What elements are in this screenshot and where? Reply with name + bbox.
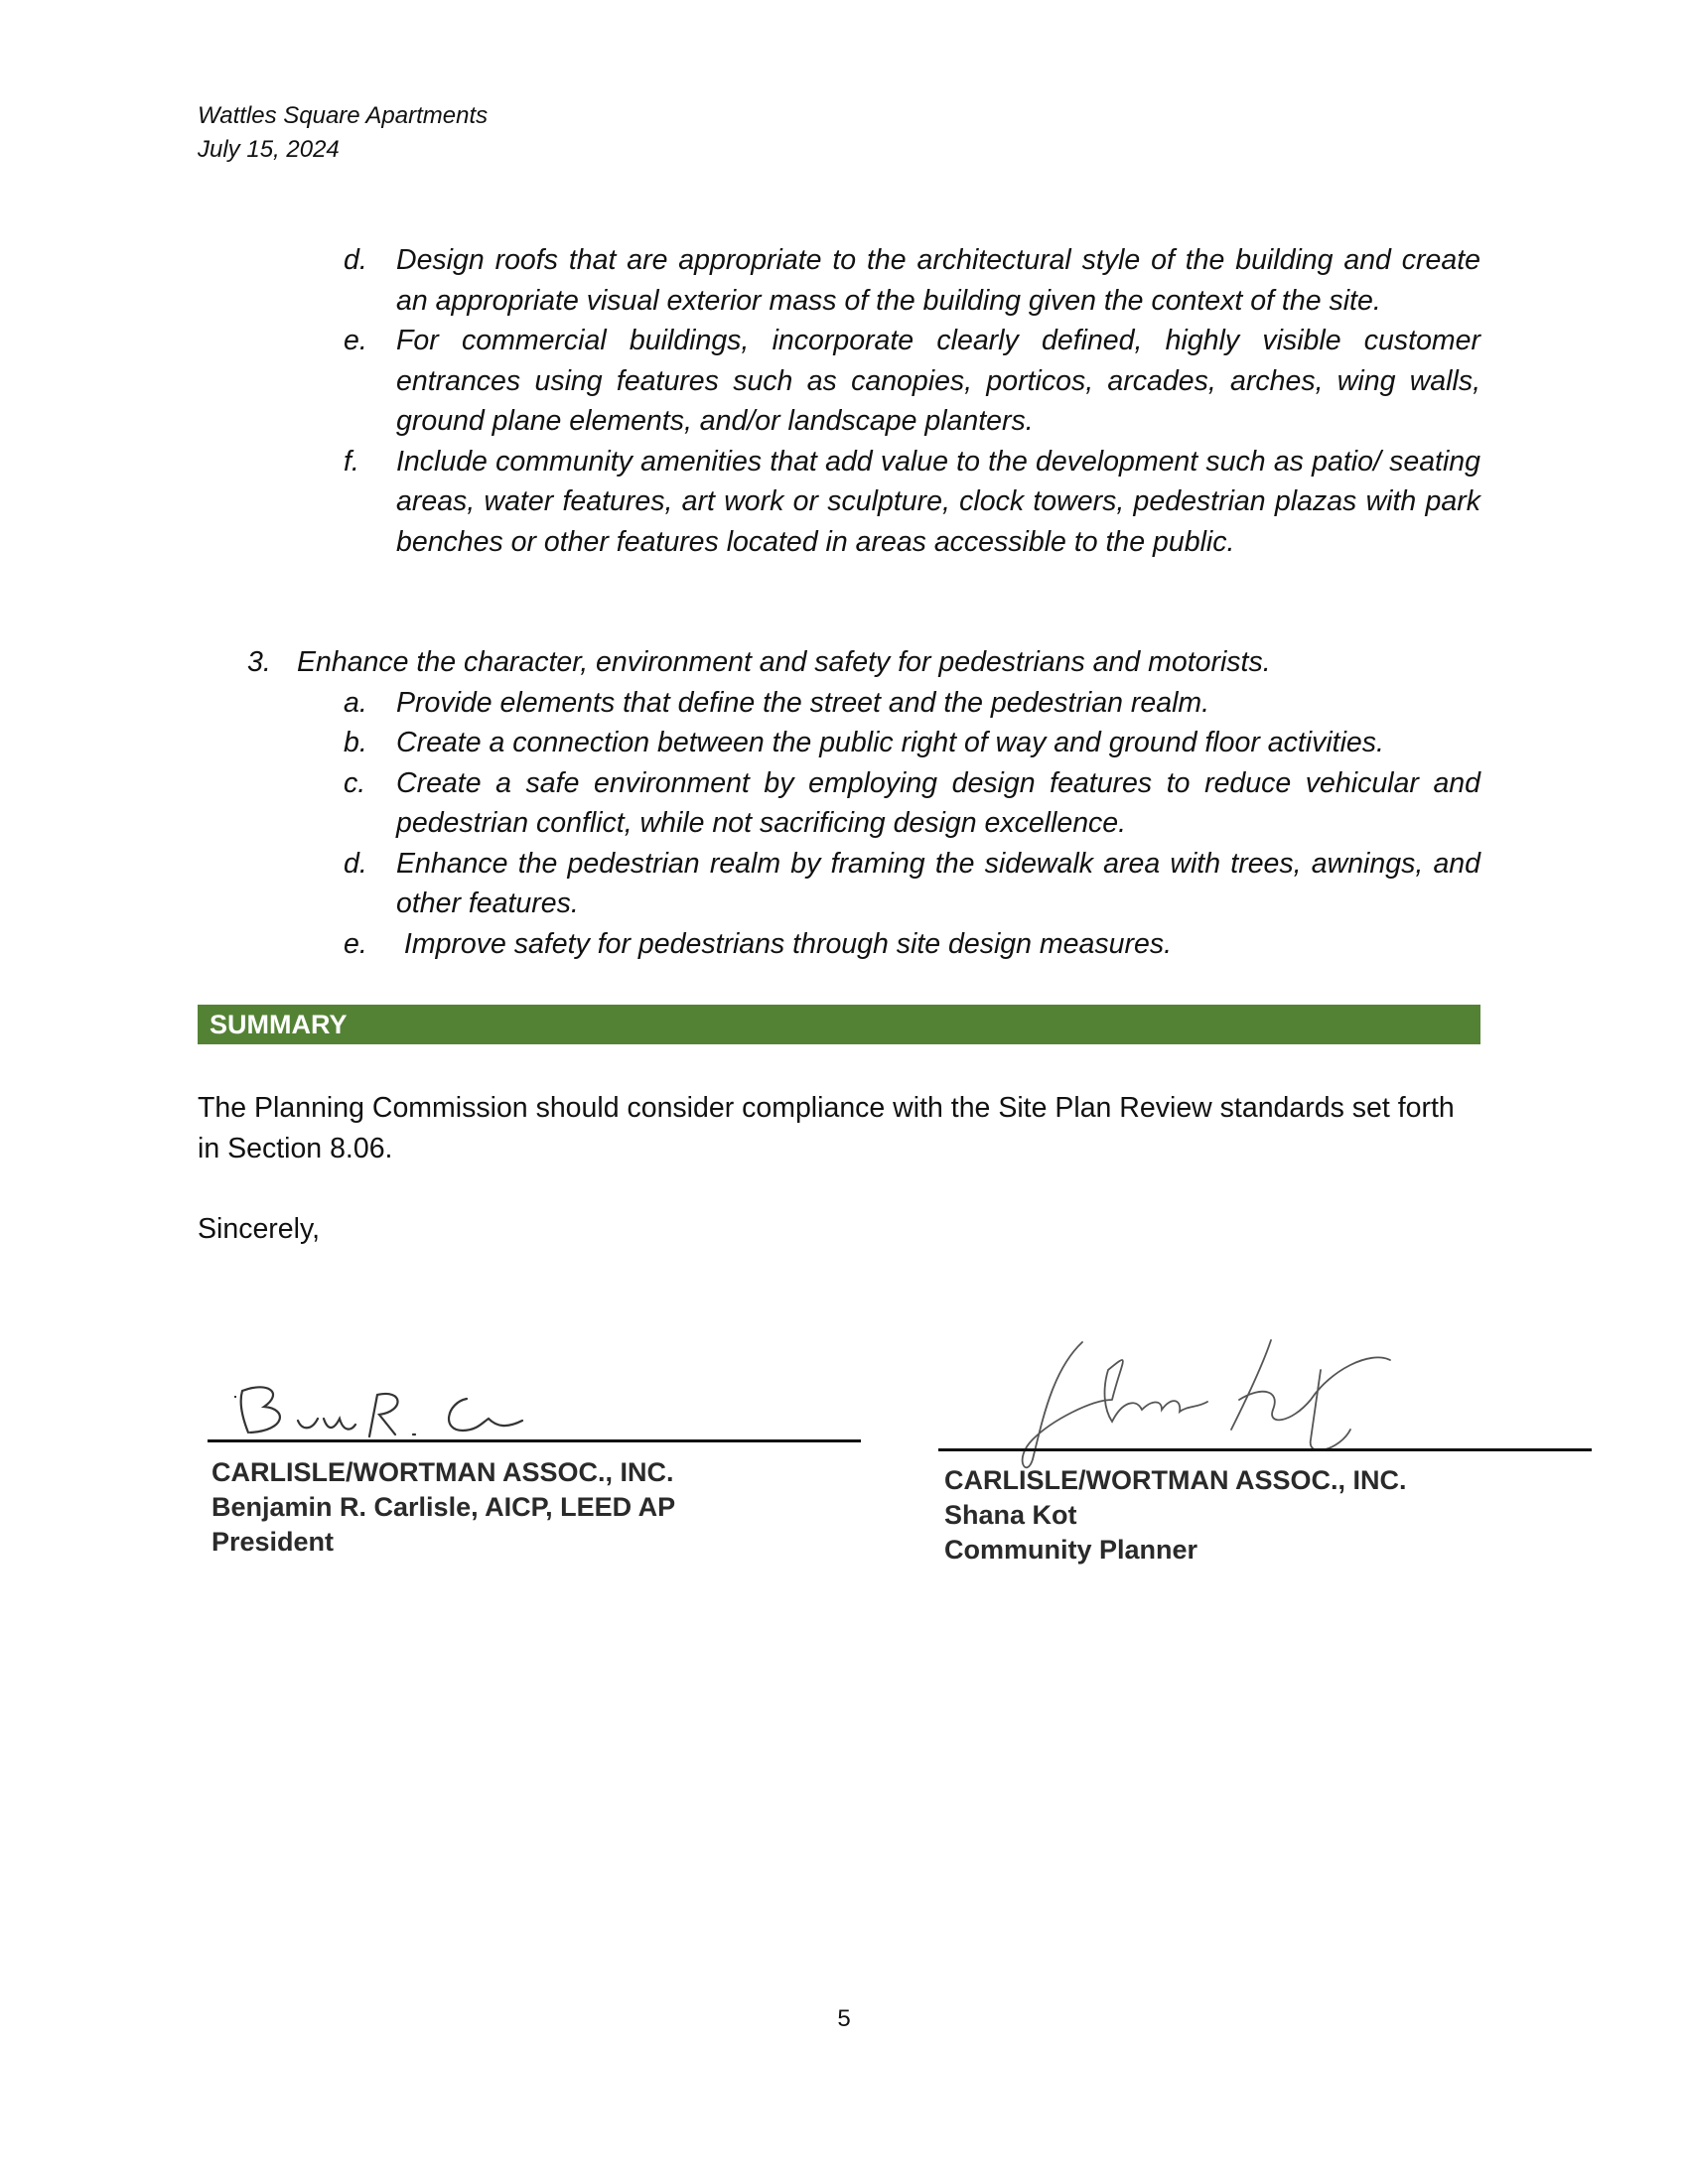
document-header (198, 99, 488, 167)
list-item-text: For commercial buildings, incorporate clearly defined, highly visible customer entrances using features such as canopies, porticos, arcades, arches, wing walls, ground plane elements, and/or landscape planters. (396, 325, 1480, 437)
list-item (198, 321, 1480, 442)
list-marker: e. (344, 325, 367, 356)
list-marker: d. (344, 847, 367, 880)
signatory-firm: CARLISLE/WORTMAN ASSOC., INC. (944, 1465, 1407, 1495)
list-item-text: Provide elements that define the street and the pedestrian realm. (396, 686, 1210, 719)
signature-line (938, 1448, 1592, 1451)
signatory-firm: CARLISLE/WORTMAN ASSOC., INC. (211, 1457, 674, 1487)
signature-line (208, 1439, 861, 1442)
list-item-text: Create a connection between the public right of way and ground floor activities. (396, 727, 1384, 758)
project-name: Wattles Square Apartments (198, 102, 489, 129)
list-item-text: Enhance the pedestrian realm by framing the sidewalk area with trees, awnings, and other features. (396, 847, 1480, 919)
list-item (198, 844, 1480, 924)
summary-heading: SUMMARY (210, 1010, 348, 1039)
list-item-text: Enhance the character, environment and safety for pedestrians and motorists. (297, 646, 1271, 678)
list-marker: 3. (247, 646, 271, 678)
list-item (198, 442, 1480, 563)
summary-body: The Planning Commission should consider compliance with the Site Plan Review standards set forth in Section 8.06. (198, 1092, 1455, 1164)
signatory-details (211, 1455, 675, 1560)
list-marker: b. (344, 727, 367, 758)
closing-line: Sincerely, (198, 1213, 321, 1245)
list-marker: c. (344, 766, 366, 799)
list-marker: f. (344, 445, 359, 478)
signatory-title: President (211, 1527, 335, 1557)
list-item (198, 924, 1480, 965)
list-item-text: Include community amenities that add value to the development such as patio/ seating areas, water features, art work or sculpture, clock towers, pedestrian plazas with park benches or other features located in areas accessible to the public. (396, 445, 1480, 558)
signatory-name: Benjamin R. Carlisle, AICP, LEED AP (211, 1492, 676, 1522)
signatory-details (944, 1463, 1407, 1568)
summary-heading-bar (198, 1005, 1480, 1044)
list-item (198, 763, 1480, 844)
list-item-text: Design roofs that are appropriate to the architectural style of the building and create an appropriate visual exterior mass of the building given the context of the site. (396, 244, 1480, 317)
list-item (198, 683, 1480, 724)
list-marker: e. (344, 927, 367, 960)
list-item-text: Improve safety for pedestrians through site design measures. (396, 927, 1172, 960)
design-guidelines-list (198, 240, 1480, 562)
page-number: 5 (837, 2005, 851, 2032)
pedestrian-safety-list (198, 642, 1480, 964)
handwritten-signature-carlisle (228, 1375, 566, 1444)
list-marker: a. (344, 686, 367, 719)
list-item (198, 723, 1480, 763)
list-item-3 (198, 642, 1480, 683)
signatory-name: Shana Kot (944, 1500, 1077, 1530)
signatory-title: Community Planner (944, 1535, 1198, 1565)
list-marker: d. (344, 244, 367, 276)
document-date: July 15, 2024 (198, 136, 340, 163)
handwritten-signature-kot (1013, 1330, 1430, 1479)
list-item (198, 240, 1480, 321)
list-item-text: Create a safe environment by employing design features to reduce vehicular and pedestrian conflict, while not sacrificing design excellence. (396, 766, 1480, 839)
